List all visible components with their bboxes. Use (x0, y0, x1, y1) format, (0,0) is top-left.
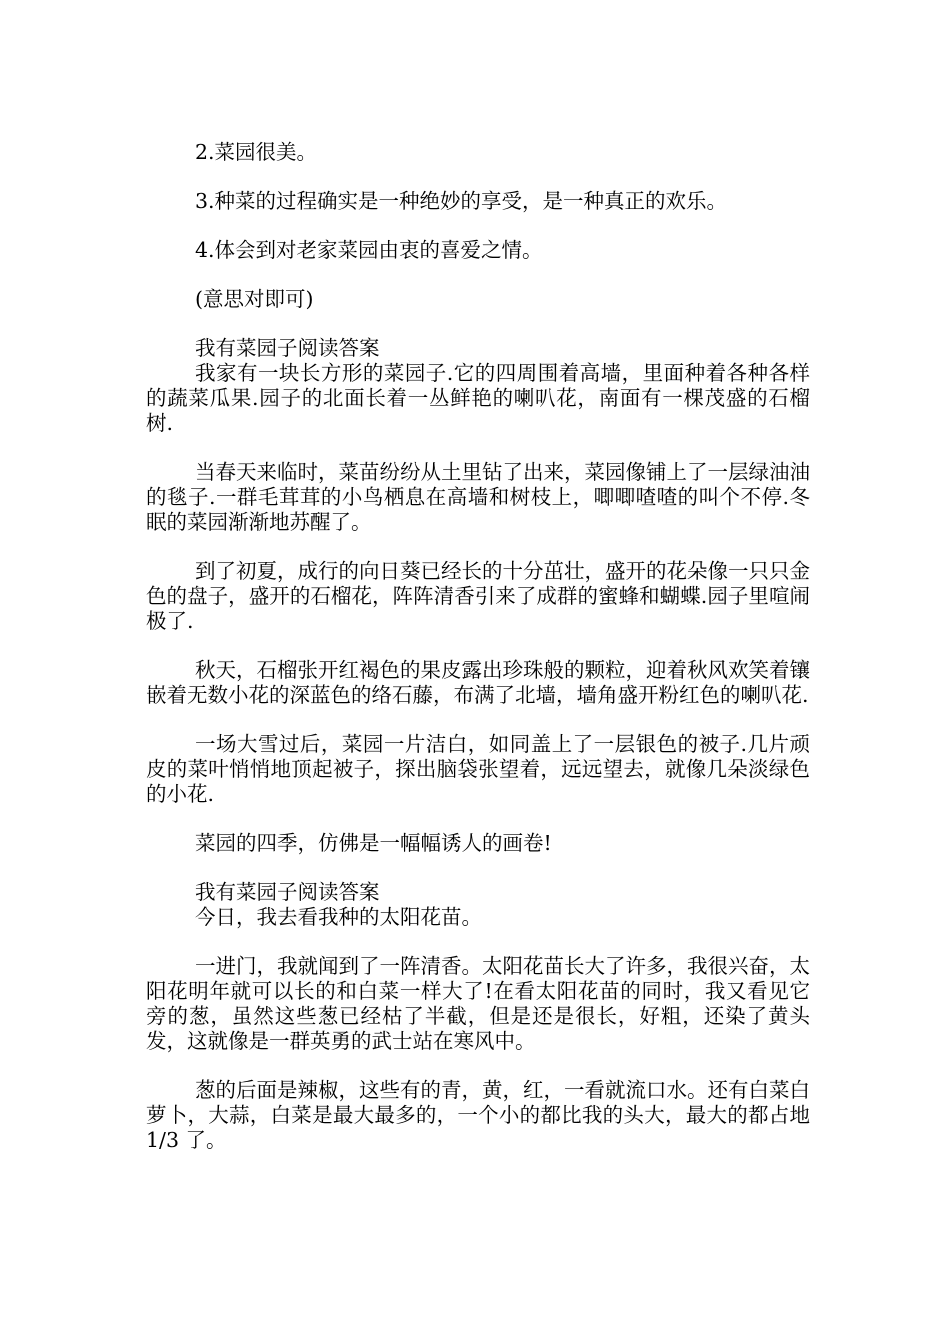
article-paragraph: 当春天来临时，菜苗纷纷从土里钻了出来，菜园像铺上了一层绿油油的毯子.一群毛茸茸的小鸟栖息在高墙和树枝上，唧唧喳喳的叫个不停.冬眠的菜园渐渐地苏醒了。 (146, 460, 810, 534)
article-paragraph: 我家有一块长方形的菜园子.它的四周围着高墙，里面种着各种各样的蔬菜瓜果.园子的北面长着一丛鲜艳的喇叭花，南面有一棵茂盛的石榴树. (146, 361, 810, 435)
article-title: 我有菜园子阅读答案 (195, 336, 380, 360)
article-paragraph: 到了初夏，成行的向日葵已经长的十分茁壮，盛开的花朵像一只只金色的盘子，盛开的石榴花，阵阵清香引来了成群的蜜蜂和蝴蝶.园子里喧闹极了. (146, 559, 810, 633)
document-page (146, 140, 810, 1153)
article-paragraph: 菜园的四季，仿佛是一幅幅诱人的画卷! (195, 831, 552, 855)
article-paragraph: 今日，我去看我种的太阳花苗。 (195, 905, 482, 929)
answer-item: 4.体会到对老家菜园由衷的喜爱之情。 (195, 238, 543, 262)
article-paragraph: 一进门，我就闻到了一阵清香。太阳花苗长大了许多，我很兴奋，太阳花明年就可以长的和白菜一样大了!在看太阳花苗的同时，我又看见它旁的葱，虽然这些葱已经枯了半截，但是还是很长，好粗，还染了黄头发，这就像是一群英勇的武士站在寒风中。 (146, 954, 810, 1053)
article-title: 我有菜园子阅读答案 (195, 880, 380, 904)
answer-note: (意思对即可) (195, 287, 314, 311)
answer-item: 2.菜园很美。 (195, 140, 318, 164)
article-paragraph: 秋天，石榴张开红褐色的果皮露出珍珠般的颗粒，迎着秋风欢笑着镶嵌着无数小花的深蓝色的络石藤，布满了北墙，墙角盛开粉红色的喇叭花. (146, 658, 810, 707)
answer-item: 3.种菜的过程确实是一种绝妙的享受，是一种真正的欢乐。 (195, 189, 728, 213)
article-paragraph: 一场大雪过后，菜园一片洁白，如同盖上了一层银色的被子.几片顽皮的菜叶悄悄地顶起被子，探出脑袋张望着，远远望去，就像几朵淡绿色的小花. (146, 732, 810, 806)
article-paragraph: 葱的后面是辣椒，这些有的青，黄，红，一看就流口水。还有白菜白萝卜，大蒜，白菜是最大最多的，一个小的都比我的头大，最大的都占地 1/3 了。 (146, 1078, 810, 1152)
